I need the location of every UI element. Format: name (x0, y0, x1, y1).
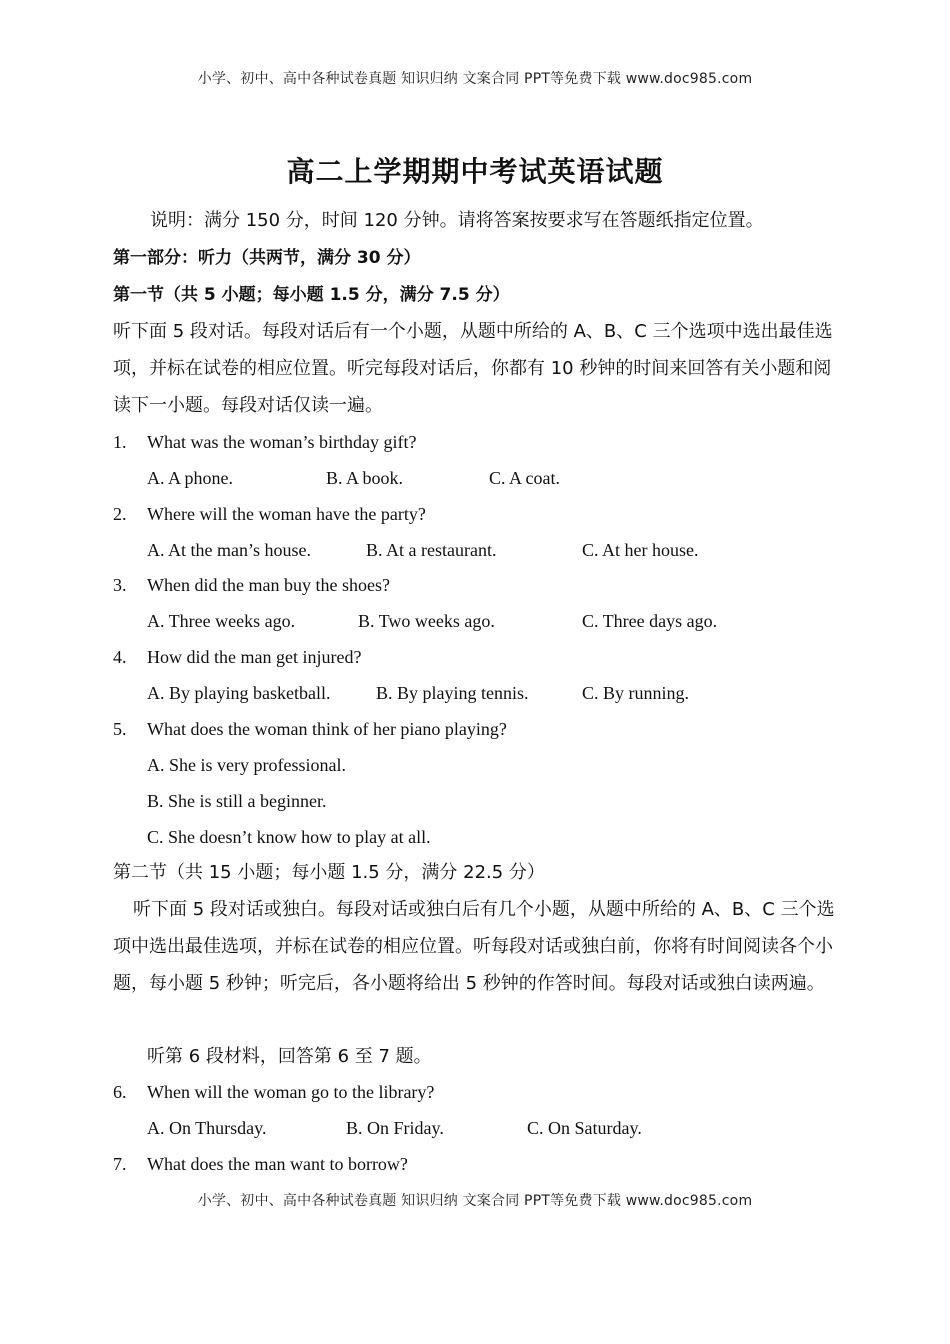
option-c: C. By running. (582, 683, 690, 703)
option-a: A. By playing basketball. (147, 683, 331, 703)
question-text: What does the man want to borrow? (147, 1154, 408, 1174)
question-number: 2. (113, 504, 127, 524)
question-number: 5. (113, 719, 127, 739)
option-b: B. By playing tennis. (376, 683, 529, 703)
question-text: When did the man buy the shoes? (147, 575, 390, 595)
page-title: 高二上学期期中考试英语试题 (286, 155, 664, 188)
page-footer: 小学、初中、高中各种试卷真题 知识归纳 文案合同 PPT等免费下载 www.doc985.com (197, 1193, 753, 1209)
question-text: What was the woman’s birthday gift? (147, 432, 417, 452)
section2-directions: 听下面 5 段对话或独白。每段对话或独白后有几个小题，从题中所给的 A、B、C 三个选项中选出最佳选项，并标在试卷的相应位置。听每段对话或独白前，你将有时间阅读各个小题，每小题 5 秒钟；听完后，各小题将给出 5 秒钟的作答时间。每段对话或独白读两遍。 (113, 899, 835, 994)
exam-instructions: 说明：满分 150 分，时间 120 分钟。请将答案按要求写在答题纸指定位置。 (150, 210, 764, 231)
material-note: 听第 6 段材料，回答第 6 至 7 题。 (147, 1046, 432, 1067)
part1-heading: 第一部分：听力（共两节，满分 30 分） (113, 248, 421, 268)
question-number: 4. (113, 647, 127, 667)
option-a: A. At the man’s house. (147, 540, 311, 560)
page-header: 小学、初中、高中各种试卷真题 知识归纳 文案合同 PPT等免费下载 www.doc985.com (197, 71, 753, 87)
question-text: Where will the woman have the party? (147, 504, 426, 524)
question-text: What does the woman think of her piano playing? (147, 719, 507, 739)
option-c: C. On Saturday. (527, 1118, 642, 1138)
option-b: B. She is still a beginner. (147, 791, 327, 811)
question-number: 7. (113, 1154, 127, 1174)
question-number: 3. (113, 575, 127, 595)
option-c: C. At her house. (582, 540, 699, 560)
option-a: A. A phone. (147, 468, 234, 488)
section1-directions: 听下面 5 段对话。每段对话后有一个小题，从题中所给的 A、B、C 三个选项中选出最佳选项，并标在试卷的相应位置。听完每段对话后，你都有 10 秒钟的时间来回答有关小题和阅读下一小题。每段对话仅读一遍。 (113, 321, 833, 416)
option-c: C. She doesn’t know how to play at all. (147, 827, 431, 847)
question-text: How did the man get injured? (147, 647, 362, 667)
option-a: A. On Thursday. (147, 1118, 267, 1138)
option-b: B. A book. (326, 468, 404, 488)
question-number: 6. (113, 1082, 127, 1102)
section2-heading: 第二节（共 15 小题；每小题 1.5 分，满分 22.5 分） (113, 862, 545, 883)
question-number: 1. (113, 432, 127, 452)
option-b: B. At a restaurant. (366, 540, 497, 560)
option-c: C. A coat. (489, 468, 560, 488)
section1-heading: 第一节（共 5 小题；每小题 1.5 分，满分 7.5 分） (113, 285, 510, 305)
question-text: When will the woman go to the library? (147, 1082, 435, 1102)
option-b: B. On Friday. (346, 1118, 444, 1138)
option-a: A. She is very professional. (147, 755, 346, 775)
option-b: B. Two weeks ago. (358, 611, 495, 631)
option-c: C. Three days ago. (582, 611, 718, 631)
option-a: A. Three weeks ago. (147, 611, 296, 631)
